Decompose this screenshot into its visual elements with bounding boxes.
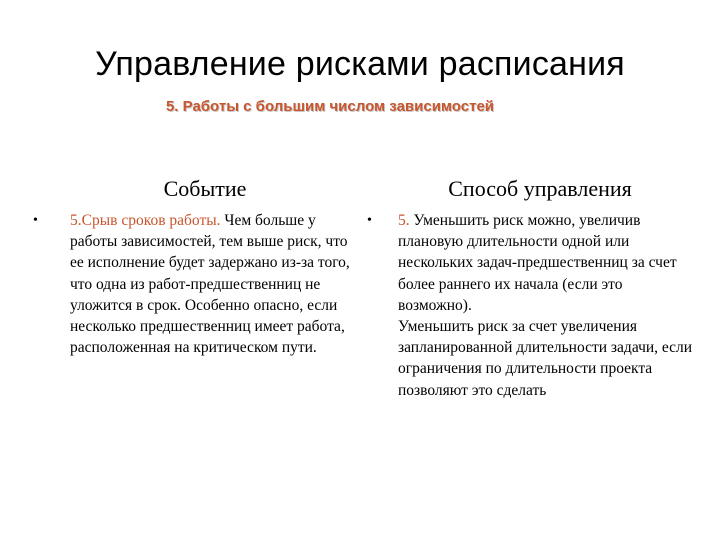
management-paragraph-2: Уменьшить риск за счет увеличения запланированной длительности задачи, если ограничения по длительности проекта позволяют это сделать	[398, 318, 693, 399]
management-description	[398, 210, 698, 401]
management-text: Уменьшить риск можно, увеличив плановую длительности одной или нескольких задач-предшественниц за счет более раннего их начала (если это возможно).	[398, 212, 677, 314]
bullet-left: •	[33, 213, 38, 228]
event-text: Чем больше у работы зависимостей, тем выше риск, что ее исполнение будет задержано из-за того, что одна из работ-предшественниц не уложится в срок. Особенно опасно, если несколько предшественниц имеет работа, расположенная на критическом пути.	[70, 212, 350, 357]
slide-title: Управление рисками расписания	[95, 45, 625, 83]
bullet-right: •	[367, 213, 372, 228]
management-lead: 5.	[398, 212, 410, 229]
slide-subtitle: 5. Работы с большим числом зависимостей	[165, 98, 495, 115]
event-lead: 5.Срыв сроков работы.	[70, 212, 221, 229]
column-heading-event: Событие	[163, 176, 247, 201]
management-paragraph-1	[398, 210, 698, 316]
event-description	[70, 210, 360, 358]
column-heading-management: Способ управления	[448, 176, 632, 201]
